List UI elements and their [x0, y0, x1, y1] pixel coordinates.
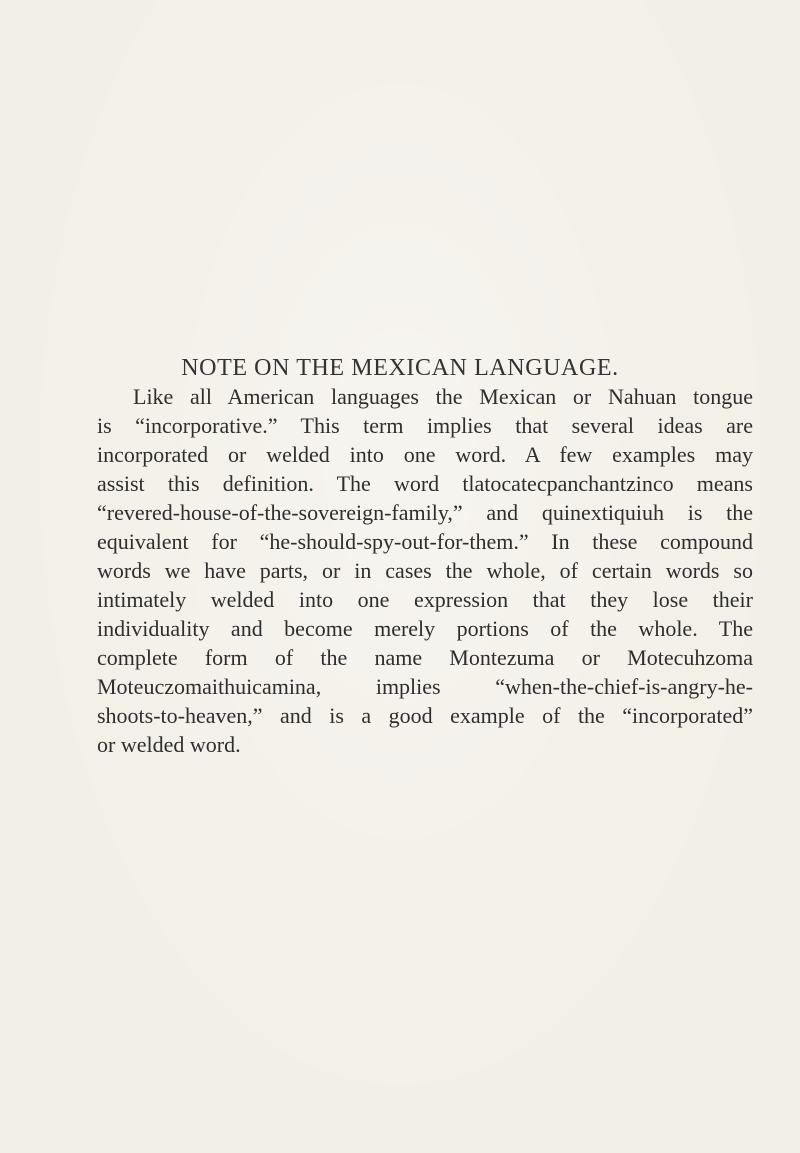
paragraph-line: shoots-to-heaven,” and is a good example of the “incorporated”	[97, 703, 753, 728]
paragraph-line: intimately welded into one expression that they lose their	[97, 587, 753, 612]
paragraph-line: is “incorporative.” This term implies that several ideas are	[97, 413, 753, 438]
page-heading: NOTE ON THE MEXICAN LANGUAGE.	[181, 355, 619, 381]
paragraph-line: assist this definition. The word tlatocatecpanchantzinco means	[97, 471, 753, 496]
paragraph-line: complete form of the name Montezuma or Motecuhzoma	[97, 645, 753, 670]
paragraph-line: words we have parts, or in cases the whole, of certain words so	[97, 558, 753, 583]
body-paragraph	[97, 382, 753, 759]
paragraph-line: individuality and become merely portions of the whole. The	[97, 616, 753, 641]
paragraph-line: “revered-house-of-the-sovereign-family,” and quinextiquiuh is the	[97, 500, 753, 525]
paragraph-line: equivalent for “he-should-spy-out-for-them.” In these compound	[97, 529, 753, 554]
paragraph-line: Like all American languages the Mexican or Nahuan tongue	[133, 384, 753, 409]
paragraph-line: incorporated or welded into one word. A few examples may	[97, 442, 753, 467]
paragraph-line: or welded word.	[97, 732, 241, 757]
paragraph-line: Moteuczomaithuicamina, implies “when-the-chief-is-angry-he-	[97, 674, 753, 699]
